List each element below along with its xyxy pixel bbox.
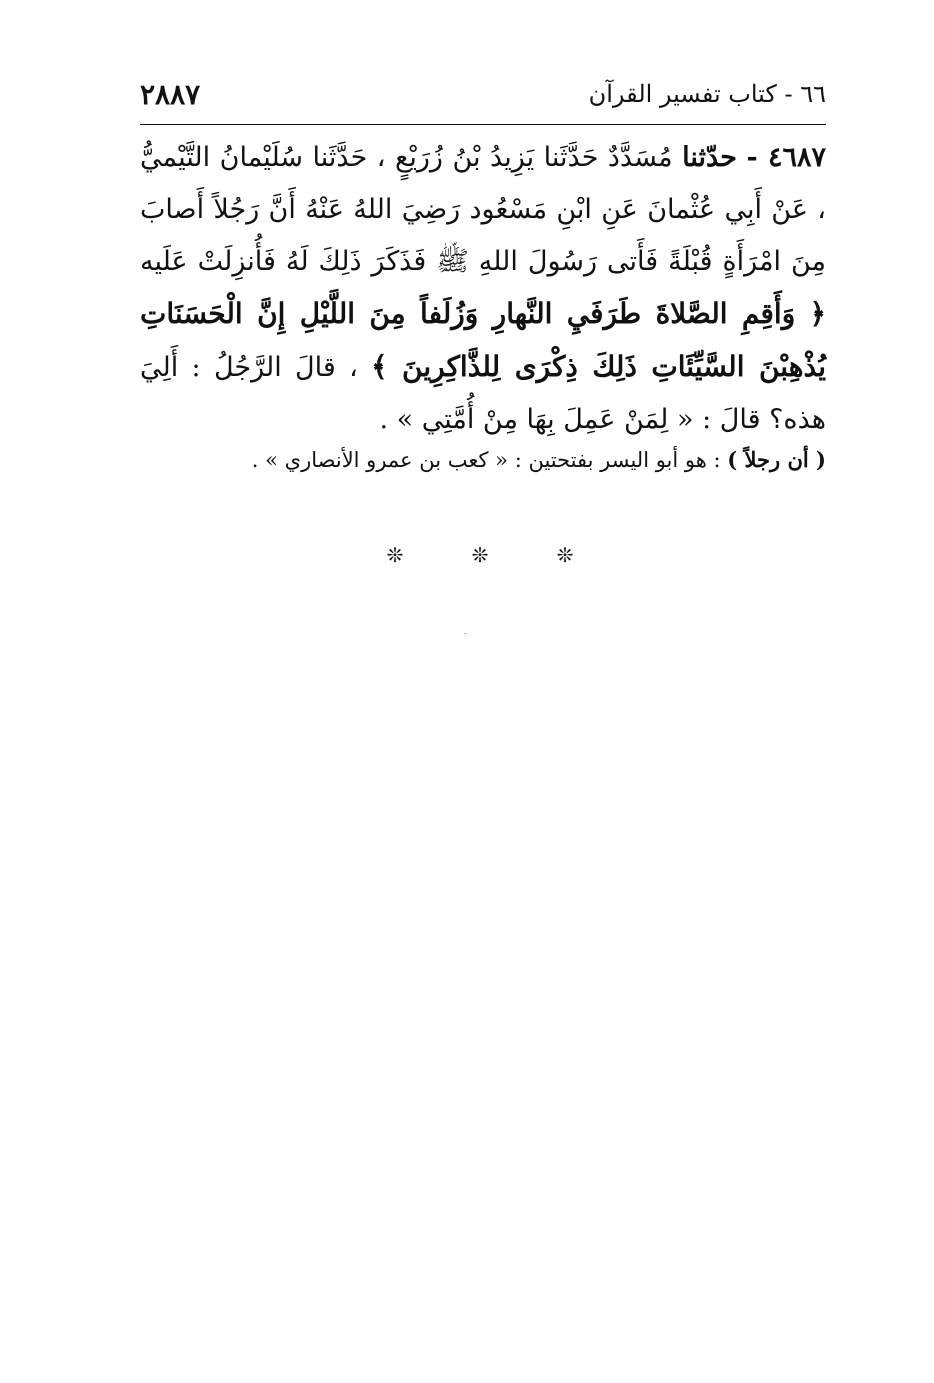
section-separator [380,540,580,570]
header-rule [140,124,826,125]
page-header [140,78,826,118]
running-title: ٦٦ - كتاب تفسير القرآن [588,80,826,108]
asterism-mark: ❊ [386,543,404,567]
narration-opening: حدّثنا [682,142,737,173]
scan-speck [464,633,467,634]
hadith-number: ٤٦٨٧ - [746,142,826,173]
hadith-text-part2: ، قالَ الرَّجُلُ : أَلِيَ هذه؟ قالَ : « لِمَنْ عَمِلَ بِهَا مِنْ أُمَّتِي » . [140,352,826,435]
footnote [140,440,826,480]
page-number: ٢٨٨٧ [140,78,201,111]
hadith-text [140,132,826,446]
footnote-term: ( أن رجلاً ) [727,447,826,472]
quran-verse: ﴿ وَأَقِمِ الصَّلاةَ طَرَفَيِ النَّهارِ وَزُلَفاً مِنَ اللَّيْلِ إِنَّ الْحَسَنَاتِ يُذْهِبْنَ السَّيِّئَاتِ ذَلِكَ ذِكْرَى لِلذَّاكِرِينَ ﴾ [140,297,826,383]
asterism-mark: ❊ [556,543,574,567]
footnote-explanation: : هو أبو اليسر بفتحتين : « كعب بن عمرو الأنصاري » . [251,448,721,472]
asterism-mark: ❊ [471,543,489,567]
hadith-text-part1: مُسَدَّدٌ حَدَّثَنا يَزِيدُ بْنُ زُرَيْعٍ ، حَدَّثَنا سُلَيْمانُ التَّيْميُّ ، عَنْ أَبِي عُثْمانَ عَنِ ابْنِ مَسْعُود رَضِيَ اللهُ عَنْهُ أَنَّ رَجُلاً أَصابَ مِنَ امْرَأَةٍ قُبْلَةً فَأَتى رَسُولَ اللهِ ﷺ فَذَكَرَ ذَلِكَ لَهُ فَأُنزِلَتْ عَلَيه [140,142,826,277]
